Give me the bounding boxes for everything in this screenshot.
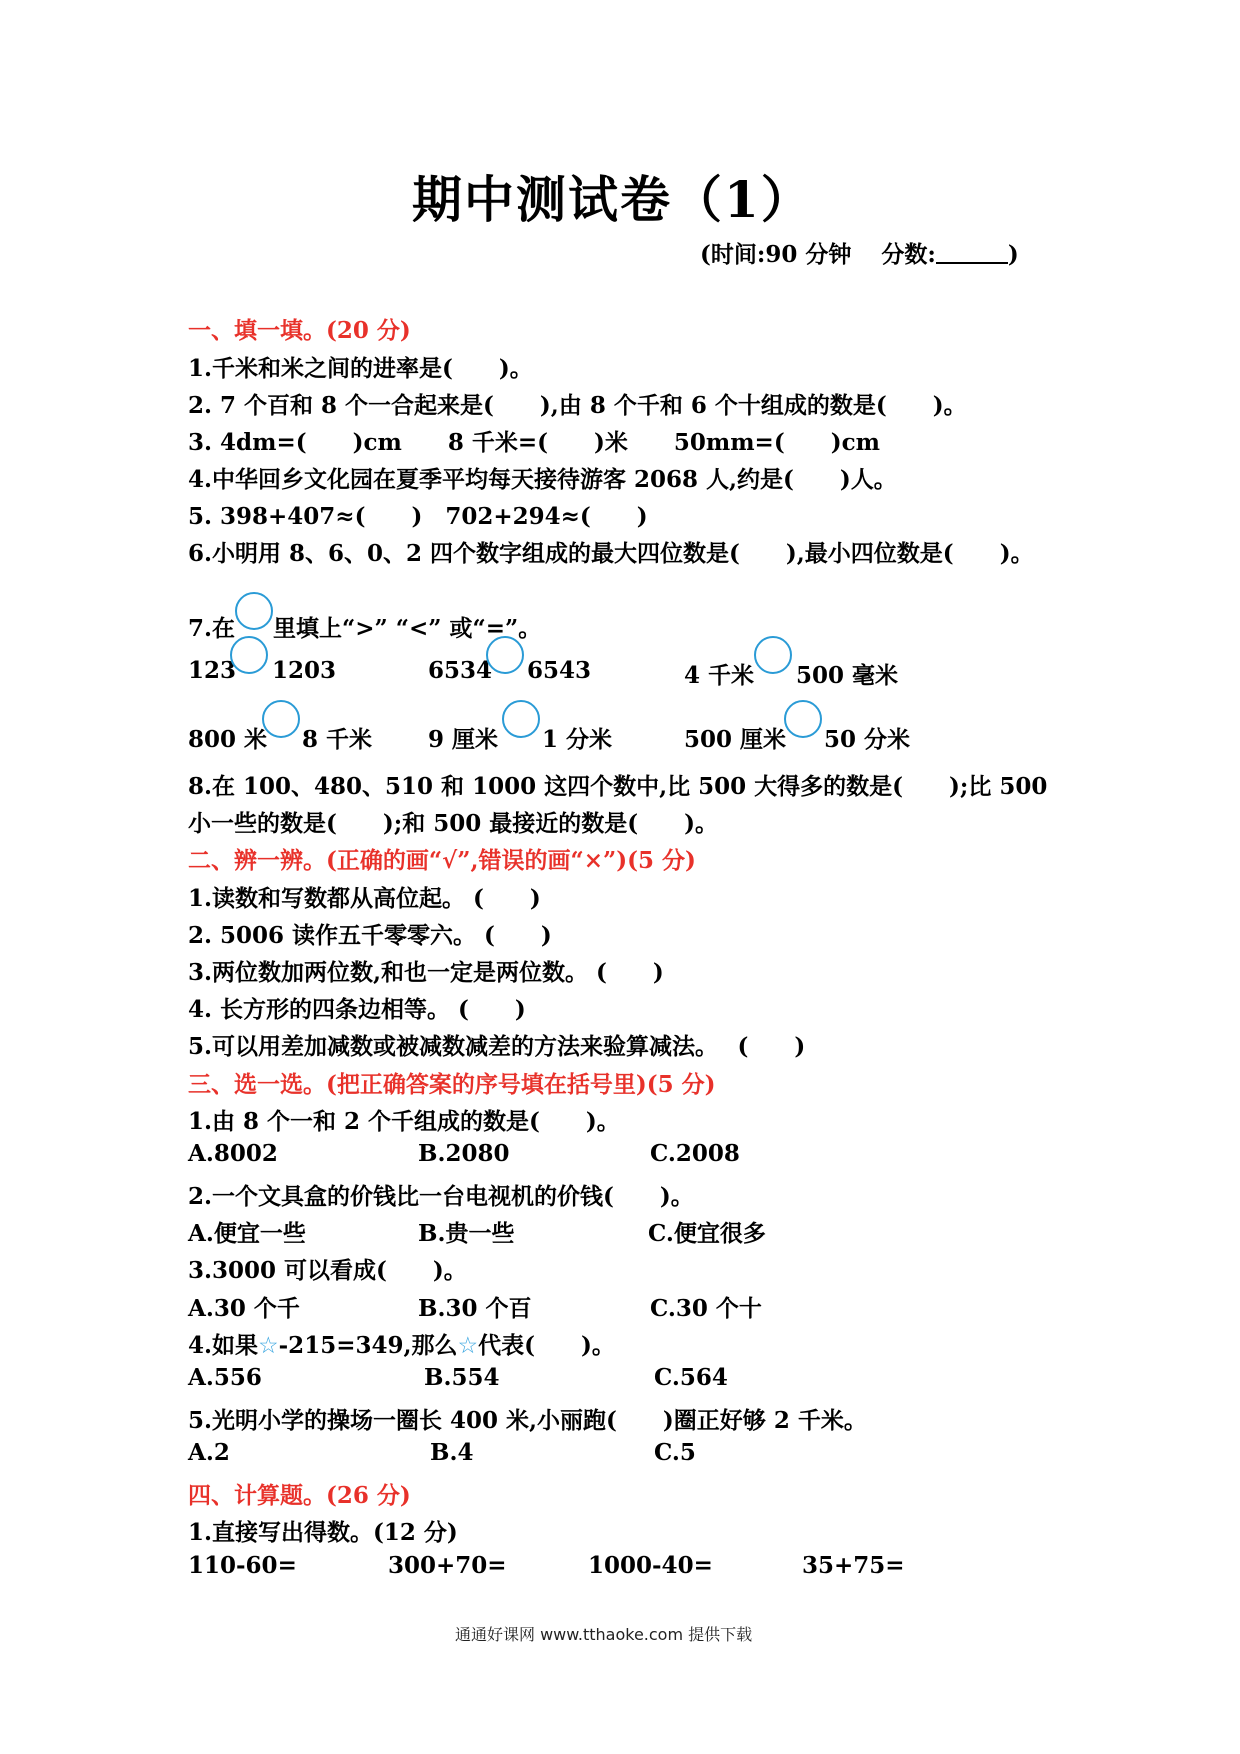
s1-question-7 [188, 592, 541, 643]
score-label: 分数: [881, 241, 936, 268]
q4-suffix: 代表( )。 [478, 1332, 615, 1359]
cmp-b-right: 6543 [527, 657, 592, 684]
cmp-a-left: 123 [188, 657, 237, 684]
s3-question-5: 5.光明小学的操场一圈长 400 米,小丽跑( )圈正好够 2 千米。 [188, 1407, 867, 1434]
s3-question-4 [188, 1327, 615, 1360]
s3-q5-option-b: B.4 [430, 1439, 474, 1466]
s3-q3-option-a: A.30 个千 [188, 1295, 300, 1322]
cmp-f-circle[interactable] [784, 700, 822, 738]
s1-question-3: 3. 4dm=( )cm 8 千米=( )米 50mm=( )cm [188, 429, 880, 456]
cmp-c-left: 4 千米 [684, 662, 755, 689]
s3-question-1: 1.由 8 个一和 2 个千组成的数是( )。 [188, 1108, 620, 1135]
q7-prefix: 7.在 [188, 615, 236, 642]
calc-item-3: 1000-40= [588, 1552, 713, 1579]
section-2-heading: 二、辨一辨。(正确的画“√”,错误的画“×”)(5 分) [188, 847, 696, 874]
q7-suffix: 里填上“>” “<” 或“=”。 [273, 615, 542, 642]
s2-question-2: 2. 5006 读作五千零零六。 ( ) [188, 922, 552, 949]
s2-question-3: 3.两位数加两位数,和也一定是两位数。 ( ) [188, 959, 664, 986]
cmp-a-circle[interactable] [230, 636, 268, 674]
score-blank[interactable] [936, 242, 1008, 264]
s2-question-1: 1.读数和写数都从高位起。 ( ) [188, 885, 541, 912]
s3-q2-option-b: B.贵一些 [418, 1220, 515, 1247]
s3-q2-option-c: C.便宜很多 [648, 1220, 766, 1247]
section-3-heading: 三、选一选。(把正确答案的序号填在括号里)(5 分) [188, 1071, 716, 1098]
cmp-e-left: 9 厘米 [428, 726, 499, 753]
s1-question-8b: 小一些的数是( );和 500 最接近的数是( )。 [188, 810, 719, 837]
s1-question-8a: 8.在 100、480、510 和 1000 这四个数中,比 500 大得多的数是( );比 500 [188, 773, 1048, 800]
s1-question-1: 1.千米和米之间的进率是( )。 [188, 355, 533, 382]
cmp-a-right: 1203 [272, 657, 337, 684]
s2-question-4: 4. 长方形的四条边相等。 ( ) [188, 996, 526, 1023]
cmp-d-right: 8 千米 [302, 726, 373, 753]
s3-q1-option-a: A.8002 [188, 1140, 278, 1167]
s3-q4-option-b: B.554 [424, 1364, 500, 1391]
s1-question-5: 5. 398+407≈( ) 702+294≈( ) [188, 503, 648, 530]
section-1-heading: 一、填一填。(20 分) [188, 317, 411, 344]
cmp-d-left: 800 米 [188, 726, 268, 753]
cmp-b-circle[interactable] [486, 636, 524, 674]
s2-question-5: 5.可以用差加减数或被减数减差的方法来验算减法。 ( ) [188, 1033, 806, 1060]
section-4-heading: 四、计算题。(26 分) [188, 1482, 411, 1509]
star-icon-2: ☆ [457, 1333, 479, 1359]
s3-q2-option-a: A.便宜一些 [188, 1220, 306, 1247]
calc-item-1: 110-60= [188, 1552, 297, 1579]
s3-question-3: 3.3000 可以看成( )。 [188, 1257, 467, 1284]
cmp-f-left: 500 厘米 [684, 726, 787, 753]
cmp-e-right: 1 分米 [542, 726, 613, 753]
cmp-c-circle[interactable] [754, 636, 792, 674]
calc-item-2: 300+70= [388, 1552, 507, 1579]
s4-question-1: 1.直接写出得数。(12 分) [188, 1519, 458, 1546]
s1-question-4: 4.中华回乡文化园在夏季平均每天接待游客 2068 人,约是( )人。 [188, 466, 897, 493]
cmp-f-right: 50 分米 [824, 726, 911, 753]
cmp-b-left: 6534 [428, 657, 493, 684]
cmp-c-right: 500 毫米 [796, 662, 899, 689]
s3-q5-option-c: C.5 [654, 1439, 696, 1466]
cmp-d-circle[interactable] [262, 700, 300, 738]
s3-q4-option-a: A.556 [188, 1364, 262, 1391]
page-title: 期中测试卷（1） [412, 170, 813, 229]
exam-meta [700, 236, 1019, 269]
s3-q4-option-c: C.564 [654, 1364, 728, 1391]
cmp-e-circle[interactable] [502, 700, 540, 738]
s3-q1-option-c: C.2008 [650, 1140, 740, 1167]
s3-q3-option-b: B.30 个百 [418, 1295, 532, 1322]
q4-prefix: 4.如果 [188, 1332, 259, 1359]
s1-question-2: 2. 7 个百和 8 个一合起来是( ),由 8 个千和 6 个十组成的数是( )。 [188, 392, 967, 419]
footer-note: 通通好课网 www.tthaoke.com 提供下载 [455, 1625, 753, 1644]
star-icon: ☆ [258, 1333, 279, 1359]
s3-q1-option-b: B.2080 [418, 1140, 510, 1167]
s1-question-6: 6.小明用 8、6、0、2 四个数字组成的最大四位数是( ),最小四位数是( )。 [188, 540, 1034, 567]
meta-close: ) [1007, 241, 1019, 268]
time-info: (时间:90 分钟 [700, 241, 852, 268]
s3-q5-option-a: A.2 [188, 1439, 230, 1466]
s3-question-2: 2.一个文具盒的价钱比一台电视机的价钱( )。 [188, 1183, 694, 1210]
q4-middle: -215=349,那么 [278, 1332, 458, 1359]
s3-q3-option-c: C.30 个十 [650, 1295, 762, 1322]
calc-item-4: 35+75= [802, 1552, 905, 1579]
q7-circle-icon [235, 592, 273, 630]
